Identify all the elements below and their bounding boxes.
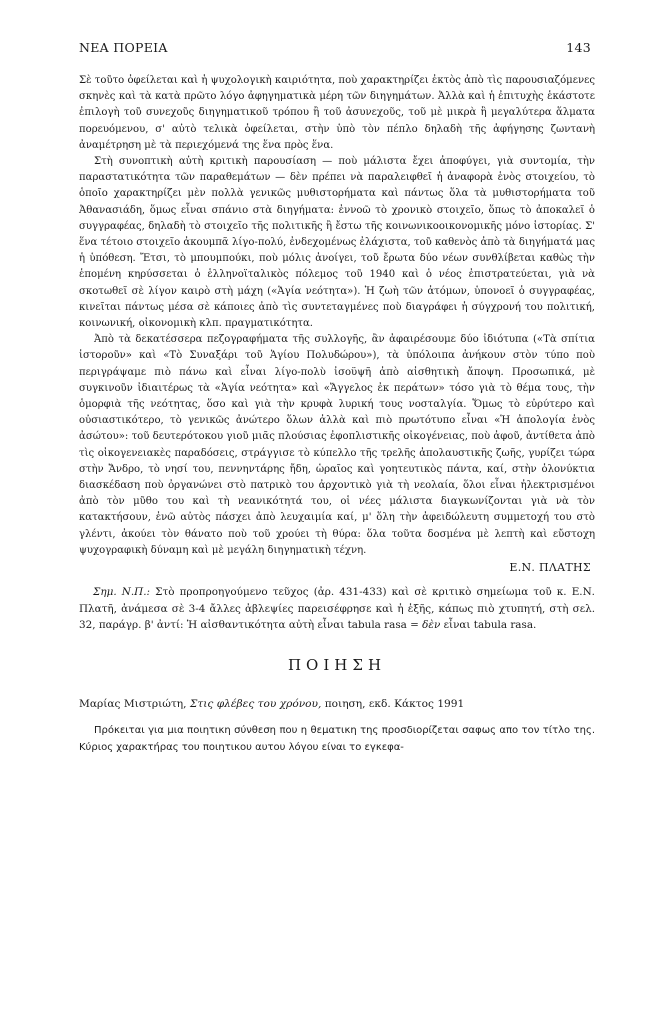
author-signature: Ε.Ν. ΠΛΑΤΗΣ (509, 561, 591, 575)
review-details: ποιηση, εκδ. Κάκτος 1991 (321, 697, 465, 710)
review-opening-paragraph: Πρόκειται για μια ποιητικη σύνθεση που η θεματικη της προσδιορίζεται σαφως απο τον τίτλο της. Κύριος χαρακτήρας του ποιητικου αυτου λόγου είναι το εγκεφα- (79, 724, 595, 753)
section-title: ΠΟΙΗΣΗ (287, 655, 387, 674)
body-paragraph: Σὲ τοῦτο ὀφείλεται καὶ ἡ ψυχολογικὴ καιριότητα, ποὺ χαρακτηρίζει ἐκτὸς ἀπὸ τὶς παρουσιαζόμενες σκηνὲς καὶ τὰ κατὰ πρῶτο λόγο ἀφηγηματικὰ μέρη τῶν διηγημάτων. Ἀλλὰ καὶ ἡ ἐπιτυχὴς ἑκάστοτε ἐπιλογὴ τοῦ συνεχοῦς διηγηματικοῦ τρόπου ἢ τοῦ ἀσυνεχοῦς, τοῦ μὲ μικρὰ ἢ μεγαλύτερα ἅλματα πορευόμενου, σ' αὐτὸ τελικὰ ὀφείλεται, στὴν ὑπὸ τὸν πέπλο δηλαδὴ τῆς ἀφήγησης ζωντανὴ ἀναμέτρηση μὲ τὰ περιεχόμενά της ἕνα πρὸς ἕνα. (79, 75, 595, 151)
body-paragraph: Στὴ συνοπτικὴ αὐτὴ κριτικὴ παρουσίαση — ποὺ μάλιστα ἔχει ἀποφύγει, γιὰ συντομία, τὴν παραστατικότητα τῶν παραθεμάτων — δὲν πρέπει νὰ παραλειφθεῖ ἡ ἀναφορὰ ἑνὸς στοιχείου, τὸ ὁποῖο χαρακτηρίζει μὲν πολλὰ γενικῶς μυθιστορήματα καὶ πάντως ὅλα τὰ μυθιστορήματα τοῦ Ἀθανασιάδη, ὅμως εἶναι σπάνιο στὰ διηγήματα: ἐννοῶ τὸ χρονικὸ στοιχεῖο, ὅπως τὸ ἀποκαλεῖ ὁ συγγραφέας, δηλαδὴ τὸ στοιχεῖο τῆς πολιτικῆς ἢ ἔστω τῆς κοινωνικοοικονομικῆς μόνο ἱστορίας. Σ' ἕνα τέτοιο στοιχεῖο ἀκουμπᾶ λίγο-πολύ, ἐνδεχομένως ἐλάχιστα, τοῦ καθενὸς ἀπὸ τὰ διηγήματά μας ἡ ὑπόθεση. Ἔτσι, τὸ μπουμπούκι, ποὺ μόλις ἀνοίγει, τοῦ ἔρωτα δύο νέων συνθλίβεται καθὼς τὴν ἑπομένη κηρύσσεται ὁ ἑλληνοϊταλικὸς πόλεμος τοῦ 1940 καὶ ὁ νέος ἐπιστρατεύεται, γιὰ νὰ σκοτωθεῖ σὲ λίγον καιρὸ στὴ μάχη («Ἁγία νεότητα»). Ἡ ζωὴ τῶν ἀτόμων, ὑπονοεῖ ὁ συγγραφέας, κινεῖται πάντως μέσα σὲ κάποιες ἀπὸ τὶς συντεταγμένες ποὺ διαγράφει ἡ σύγχρονή του πολιτική, κοινωνική, οἰκονομικὴ κλπ. πραγματικότητα. (79, 156, 595, 330)
body-paragraph: Ἀπὸ τὰ δεκατέσσερα πεζογραφήματα τῆς συλλογῆς, ἂν ἀφαιρέσουμε δύο ἰδιότυπα («Τὰ σπίτια ἱστοροῦν» καὶ «Τὸ Συναξάρι τοῦ Ἁγίου Πολυδώρου»), τὰ ὑπόλοιπα ἀνήκουν στὸν τύπο ποὺ περιγράψαμε πιὸ πάνω καὶ εἶναι λίγο-πολὺ ἰσοϋψῆ ἀπὸ αἰσθητικὴ ἄποψη. Προσωπικά, μὲ συγκινοῦν ἰδιαιτέρως τὰ «Ἁγία νεότητα» καὶ «Ἄγγελος ἐκ περάτων» τόσο γιὰ τὸ θέμα τους, τὴν ὁμορφιὰ τῆς νεότητας, ὅσο καὶ γιὰ τὴν κρυφὰ λυρική τους νοσταλγία. Ὅμως τὸ εὐρύτερο καὶ οὐσιαστικότερο, τὸ γενικῶς ἀνώτερο ὅλων ἀλλὰ καὶ πιὸ πρωτότυπο εἶναι «Ἡ ἀπολογία ἑνὸς ἀσώτου»: τοῦ δευτερότοκου γιοῦ μιᾶς πλούσιας ἐφοπλιστικῆς οἰκογένειας, ποὺ ἀφοῦ, ἀντίθετα ἀπὸ τὶς οἰκογενειακὲς παραδόσεις, στράγγισε τὸ κύπελλο τῆς τρελῆς ἀπολαυστικῆς ζωῆς, γυρίζει τώρα στὴν Ἄνδρο, τὸ νησί του, πεννηντάρης ἤδη, ὡραῖος καὶ γοητευτικὸς πάντα, καί, στὴν ὁλονύκτια διασκέδαση ποὺ ὀργανώνει στὸ πατρικὸ του ἀρχοντικὸ γιὰ τὴ νεολαία, ὅλοι εἶναι ἠλεκτρισμένοι ἀπὸ τὸν μῦθο του καὶ τὴ νεανικότητά του, οἱ νέες μάλιστα διαγκωνίζονται γιὰ νὰ τὸν κατακτήσουν, ἐνῶ αὐτὸς πάσχει ἀπὸ λευχαιμία καί, μ' ὅλη τὴν ἀφειδώλευτη συμμετοχή του στὸ γλέντι, ἀκούει τὸν θάνατο ποὺ τοῦ χρούει τὴ θύρα: ὅλα τοῦτα δοσμένα μὲ λεπτὴ καὶ εὔστοχη ψυχογραφικὴ δύναμη καὶ μὲ μεγάλη διηγηματικὴ τέχνη. (79, 334, 595, 556)
editor-note-italic: δὲν (422, 619, 441, 632)
editor-note-text: Στὸ προπροηγούμενο τεῦχος (ἀρ. 431-433) καὶ σὲ κριτικὸ σημείωμα τοῦ κ. Ε.Ν. Πλατῆ, ἀνάμεσα σὲ 3-4 ἄλλες ἀβλεψίες παρεισέφρησε καὶ ἡ ἑξῆς, κάπως πιὸ χτυπητή, στὴ σελ. 32, παράγρ. β' ἀντί: Ἡ αἰσθαντικότητα αὐτὴ εἶναι tabula rasa = (79, 586, 595, 632)
review-book-title: Στις φλέβες του χρόνου, (189, 697, 322, 710)
journal-title: ΝΕΑ ΠΟΡΕΙΑ (79, 40, 168, 55)
running-head (79, 40, 595, 55)
review-author: Μαρίας Μιστριώτη, (79, 697, 190, 710)
review-entry (79, 696, 595, 712)
editor-note-end: εἶναι tabula rasa. (440, 619, 537, 632)
editor-note (79, 584, 595, 634)
editor-note-label: Σημ. Ν.Π.: (93, 586, 150, 599)
page-number: 143 (566, 40, 591, 55)
